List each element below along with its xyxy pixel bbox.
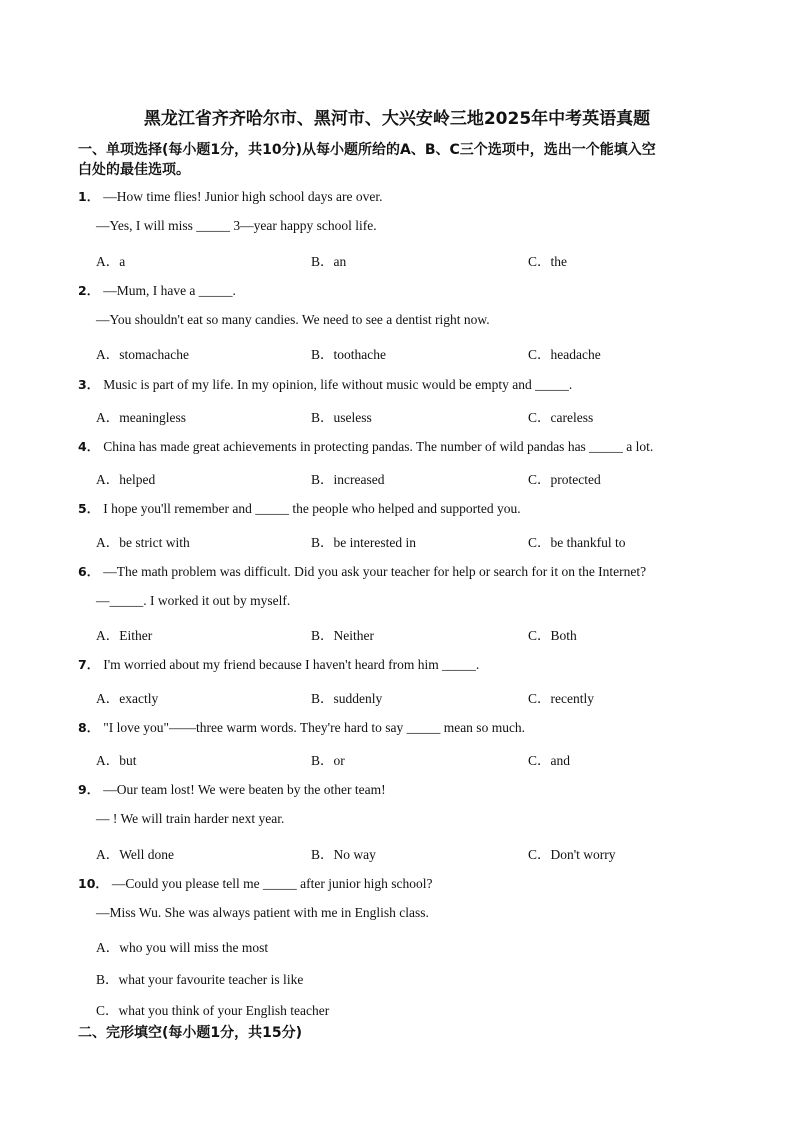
question-8-option-c: C．and [528, 753, 570, 768]
question-4-stem [78, 437, 653, 455]
document-title: 黑龙江省齐齐哈尔市、黑河市、大兴安岭三地2025年中考英语真题 [143, 109, 651, 129]
question-3-stem [78, 375, 572, 393]
question-number: 4． [78, 439, 100, 454]
question-number: 8． [78, 720, 100, 735]
question-1-option-b: B．an [311, 254, 347, 269]
question-number: 2． [78, 283, 100, 298]
question-9-stem [78, 780, 386, 798]
question-2-option-b: B．toothache [311, 347, 386, 362]
question-text: —Mum, I have a _____. [103, 283, 236, 298]
question-text: Music is part of my life. In my opinion, life without music would be empty and _____. [103, 377, 573, 392]
question-1-option-a: A．a [96, 254, 126, 269]
section-2-heading: 二、完形填空(每小题1分，共15分) [78, 1025, 303, 1041]
question-1-stem [78, 187, 383, 205]
question-2-line2: —You shouldn't eat so many candies. We need to see a dentist right now. [96, 312, 490, 327]
question-10-option-a: A．who you will miss the most [96, 940, 269, 955]
question-text: I hope you'll remember and _____ the people who helped and supported you. [103, 501, 521, 516]
question-text: China has made great achievements in protecting pandas. The number of wild pandas has _____ a lot. [103, 439, 654, 454]
question-1-line2: —Yes, I will miss _____ 3—year happy school life. [96, 218, 377, 233]
question-7-option-b: B．suddenly [311, 691, 383, 706]
question-number: 9． [78, 782, 100, 797]
section-1-heading-line1: 一、单项选择(每小题1分，共10分)从每小题所给的A、B、C三个选项中，选出一个能填入空 [78, 142, 656, 158]
question-number: 6． [78, 564, 100, 579]
question-6-option-c: C．Both [528, 628, 577, 643]
question-5-stem [78, 499, 521, 517]
question-3-option-a: A．meaningless [96, 410, 186, 425]
question-number: 5． [78, 501, 100, 516]
question-number: 10． [78, 876, 108, 891]
question-text: —The math problem was difficult. Did you ask your teacher for help or search for it on the Internet? [103, 564, 647, 579]
question-4-option-a: A．helped [96, 472, 156, 487]
question-6-stem [78, 562, 646, 580]
question-4-option-c: C．protected [528, 472, 601, 487]
question-5-option-a: A．be strict with [96, 535, 190, 550]
question-3-option-b: B．useless [311, 410, 372, 425]
question-9-option-c: C．Don't worry [528, 847, 616, 862]
question-8-option-a: A．but [96, 753, 137, 768]
question-9-option-b: B．No way [311, 847, 376, 862]
question-10-line2: —Miss Wu. She was always patient with me in English class. [96, 905, 429, 920]
question-5-option-c: C．be thankful to [528, 535, 626, 550]
question-10-option-b: B．what your favourite teacher is like [96, 972, 304, 987]
question-10-option-c: C．what you think of your English teacher [96, 1003, 330, 1018]
question-6-option-a: A．Either [96, 628, 153, 643]
question-text: —How time flies! Junior high school days are over. [103, 189, 383, 204]
question-9-line2: — ! We will train harder next year. [96, 811, 285, 826]
question-text: —Could you please tell me _____ after junior high school? [111, 876, 433, 891]
question-3-option-c: C．careless [528, 410, 594, 425]
question-6-line2: —_____. I worked it out by myself. [96, 593, 291, 608]
question-text: —Our team lost! We were beaten by the other team! [103, 782, 386, 797]
question-7-stem [78, 655, 479, 673]
question-number: 7． [78, 657, 100, 672]
question-7-option-c: C．recently [528, 691, 594, 706]
question-2-option-a: A．stomachache [96, 347, 189, 362]
question-4-option-b: B．increased [311, 472, 385, 487]
question-8-option-b: B．or [311, 753, 345, 768]
question-8-stem [78, 718, 525, 736]
question-2-option-c: C．headache [528, 347, 601, 362]
question-9-option-a: A．Well done [96, 847, 175, 862]
section-1-heading-line2: 白处的最佳选项。 [78, 162, 190, 178]
question-7-option-a: A．exactly [96, 691, 159, 706]
question-text: I'm worried about my friend because I haven't heard from him _____. [103, 657, 480, 672]
question-number: 1． [78, 189, 100, 204]
question-10-stem [78, 874, 432, 892]
question-6-option-b: B．Neither [311, 628, 374, 643]
section-1-heading [78, 140, 758, 180]
question-number: 3． [78, 377, 100, 392]
question-2-stem [78, 281, 236, 299]
question-1-option-c: C．the [528, 254, 567, 269]
question-text: "I love you"——three warm words. They're hard to say _____ mean so much. [103, 720, 526, 735]
question-5-option-b: B．be interested in [311, 535, 416, 550]
